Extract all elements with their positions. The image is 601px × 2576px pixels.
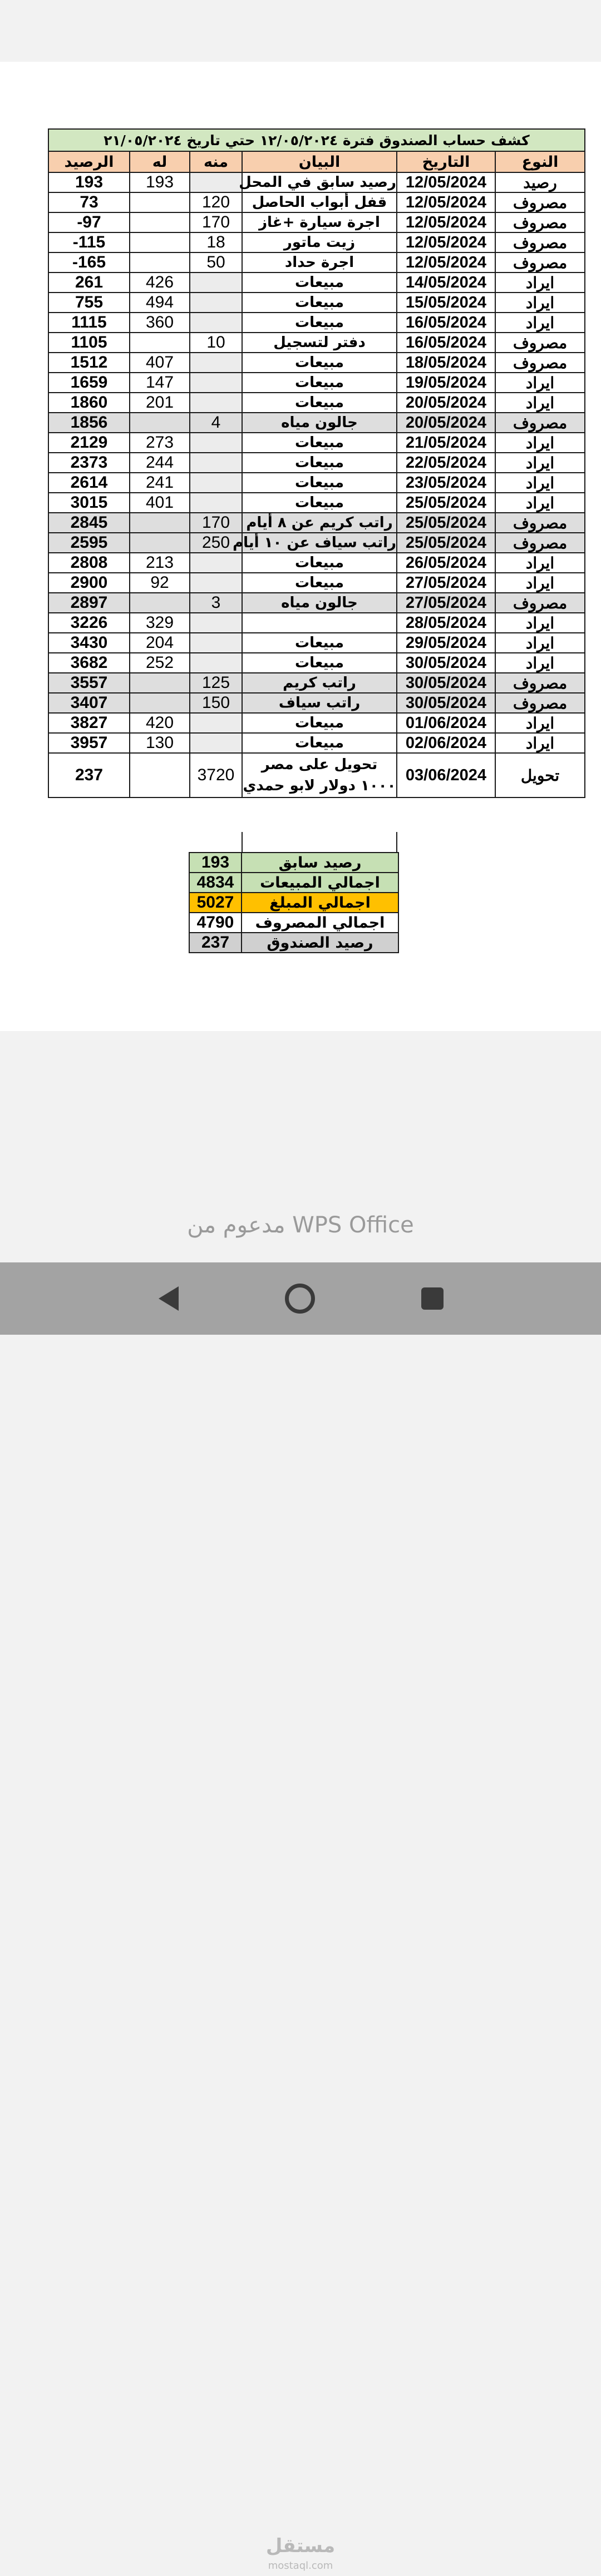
cell-credit: 273: [130, 433, 190, 453]
summary-label: اجمالي المصروف: [242, 913, 398, 933]
summary-value: 4790: [189, 913, 242, 933]
cell-date: 22/05/2024: [397, 453, 495, 473]
cell-type: ايراد: [495, 573, 585, 593]
cell-description: راتب سياف: [242, 693, 397, 713]
cell-description: مبيعات: [242, 393, 397, 413]
header-date: التاريخ: [397, 151, 495, 172]
table-row: [48, 693, 585, 713]
statement-title: كشف حساب الصندوق فترة ١٢/٠٥/٢٠٢٤ حتي تاريخ ٢١/٠٥/٢٠٢٤: [48, 129, 585, 151]
cell-date: 30/05/2024: [397, 673, 495, 693]
transfer-description-line1: تحويل على مصر: [261, 756, 378, 773]
cell-debit: 3: [190, 593, 242, 613]
cell-date: 29/05/2024: [397, 633, 495, 653]
summary-row: [189, 873, 398, 893]
cell-type: ايراد: [495, 313, 585, 333]
table-row: [48, 653, 585, 673]
table-row: [48, 533, 585, 553]
cell-type: ايراد: [495, 493, 585, 513]
cell-description: دفتر لتسجيل: [242, 333, 397, 353]
table-row: [48, 172, 585, 192]
cell-debit: [190, 393, 242, 413]
cell-balance: 1856: [48, 413, 130, 433]
statement-title-row: [48, 129, 585, 151]
cell-balance: 2595: [48, 533, 130, 553]
cell-type: ايراد: [495, 433, 585, 453]
cell-debit: [190, 573, 242, 593]
cell-balance: 1860: [48, 393, 130, 413]
cell-debit: 50: [190, 252, 242, 273]
cell-description: جالون مياه: [242, 593, 397, 613]
summary-label: رصيد سابق: [242, 853, 398, 873]
cell-debit: 120: [190, 192, 242, 212]
cell-balance: 755: [48, 293, 130, 313]
cell-date: 01/06/2024: [397, 713, 495, 733]
cell-description: [242, 613, 397, 633]
cell-credit: 407: [130, 353, 190, 373]
summary-value: 193: [189, 853, 242, 873]
cell-balance: 3827: [48, 713, 130, 733]
cell-type: ايراد: [495, 733, 585, 753]
cell-type: مصروف: [495, 673, 585, 693]
cell-date: 12/05/2024: [397, 232, 495, 252]
table-row: [48, 713, 585, 733]
cell-date: 25/05/2024: [397, 533, 495, 553]
cell-credit: [130, 673, 190, 693]
cell-type: ايراد: [495, 613, 585, 633]
cell-date: 16/05/2024: [397, 313, 495, 333]
cell-debit: 170: [190, 513, 242, 533]
home-icon: [285, 1284, 315, 1314]
cell-type: مصروف: [495, 533, 585, 553]
cell-balance: 1115: [48, 313, 130, 333]
table-row: [48, 433, 585, 453]
table-row: [48, 192, 585, 212]
cell-credit: 204: [130, 633, 190, 653]
cell-date: 02/06/2024: [397, 733, 495, 753]
cell-balance: 2129: [48, 433, 130, 453]
cell-type: ايراد: [495, 273, 585, 293]
cell-credit: [130, 333, 190, 353]
table-row: [48, 212, 585, 232]
cell-credit: 130: [130, 733, 190, 753]
summary-value: 237: [189, 933, 242, 953]
cell-date: 14/05/2024: [397, 273, 495, 293]
cell-type: ايراد: [495, 473, 585, 493]
cell-date: 15/05/2024: [397, 293, 495, 313]
cell-date: 23/05/2024: [397, 473, 495, 493]
cell-credit: [130, 593, 190, 613]
summary-row: [189, 913, 398, 933]
table-row: [48, 273, 585, 293]
watermark-arabic: مستقل: [265, 2535, 336, 2557]
cell-description: مبيعات: [242, 273, 397, 293]
nav-recent-button[interactable]: [402, 1274, 463, 1324]
cell-debit: [190, 653, 242, 673]
cell-credit: 241: [130, 473, 190, 493]
cell-debit: [190, 353, 242, 373]
cell-balance: 2614: [48, 473, 130, 493]
cell-type: مصروف: [495, 353, 585, 373]
cell-credit: [130, 192, 190, 212]
cell-balance: 1659: [48, 373, 130, 393]
cell-description: مبيعات: [242, 553, 397, 573]
cash-statement-table: [48, 128, 585, 798]
cell-description: جالون مياه: [242, 413, 397, 433]
cell-credit: 401: [130, 493, 190, 513]
cell-date: 03/06/2024: [397, 753, 495, 797]
cell-date: 30/05/2024: [397, 693, 495, 713]
back-icon: [159, 1286, 179, 1311]
cell-debit: [190, 273, 242, 293]
cell-date: 20/05/2024: [397, 393, 495, 413]
cell-type: ايراد: [495, 713, 585, 733]
cell-description: قفل أبواب الحاصل: [242, 192, 397, 212]
cell-balance: 3407: [48, 693, 130, 713]
cell-debit: [190, 493, 242, 513]
table-row: [48, 493, 585, 513]
cell-description: رصيد سابق في المحل: [242, 172, 397, 192]
summary-label: اجمالي المبيعات: [242, 873, 398, 893]
transfer-row: [48, 753, 585, 797]
cell-date: 12/05/2024: [397, 252, 495, 273]
cell-description: [242, 753, 397, 797]
cell-type: مصروف: [495, 513, 585, 533]
cell-date: 27/05/2024: [397, 593, 495, 613]
table-row: [48, 393, 585, 413]
cell-balance: 2373: [48, 453, 130, 473]
cell-balance: 3226: [48, 613, 130, 633]
cell-balance: 1105: [48, 333, 130, 353]
summary-gap-column: [242, 832, 397, 852]
cell-debit: [190, 293, 242, 313]
cell-debit: 125: [190, 673, 242, 693]
cell-date: 16/05/2024: [397, 333, 495, 353]
cell-type: مصروف: [495, 593, 585, 613]
cell-description: مبيعات: [242, 453, 397, 473]
cell-description: مبيعات: [242, 653, 397, 673]
cell-credit: 92: [130, 573, 190, 593]
cell-debit: [190, 313, 242, 333]
cell-balance: 3957: [48, 733, 130, 753]
cell-debit: [190, 713, 242, 733]
cell-date: 21/05/2024: [397, 433, 495, 453]
cell-description: مبيعات: [242, 473, 397, 493]
header-credit: له: [130, 151, 190, 172]
summary-label: رصيد الصندوق: [242, 933, 398, 953]
cell-balance: 3682: [48, 653, 130, 673]
cell-credit: 426: [130, 273, 190, 293]
cell-credit: 193: [130, 172, 190, 192]
cell-credit: 244: [130, 453, 190, 473]
cell-type: ايراد: [495, 653, 585, 673]
cell-type: مصروف: [495, 693, 585, 713]
cell-description: مبيعات: [242, 493, 397, 513]
cell-date: 28/05/2024: [397, 613, 495, 633]
table-row: [48, 313, 585, 333]
cell-balance: 261: [48, 273, 130, 293]
cell-debit: 18: [190, 232, 242, 252]
cell-description: اجرة حداد: [242, 252, 397, 273]
watermark-latin: mostaql.com: [268, 2560, 333, 2572]
table-row: [48, 593, 585, 613]
table-row: [48, 733, 585, 753]
cell-description: اجرة سيارة +غاز: [242, 212, 397, 232]
table-row: [48, 633, 585, 653]
cell-credit: [130, 252, 190, 273]
cell-debit: [190, 172, 242, 192]
cell-credit: 252: [130, 653, 190, 673]
cell-date: 26/05/2024: [397, 553, 495, 573]
cell-type: مصروف: [495, 212, 585, 232]
cell-credit: [130, 232, 190, 252]
cell-debit: [190, 633, 242, 653]
cell-type: ايراد: [495, 453, 585, 473]
cell-description: مبيعات: [242, 293, 397, 313]
cell-date: 19/05/2024: [397, 373, 495, 393]
cell-debit: [190, 453, 242, 473]
cell-type: مصروف: [495, 232, 585, 252]
table-row: [48, 333, 585, 353]
summary-value: 5027: [189, 893, 242, 913]
cell-balance: 3557: [48, 673, 130, 693]
table-row: [48, 413, 585, 433]
cell-type: مصروف: [495, 192, 585, 212]
cell-balance: 193: [48, 172, 130, 192]
cell-balance: -115: [48, 232, 130, 252]
cell-debit: 170: [190, 212, 242, 232]
wps-powered-by: مدعوم من WPS Office: [187, 1212, 414, 1238]
cell-date: 18/05/2024: [397, 353, 495, 373]
cell-type: مصروف: [495, 333, 585, 353]
cell-debit: [190, 473, 242, 493]
cell-debit: 4: [190, 413, 242, 433]
cell-debit: 250: [190, 533, 242, 553]
mostaql-watermark: [250, 2536, 351, 2576]
cell-credit: 147: [130, 373, 190, 393]
table-row: [48, 613, 585, 633]
table-row: [48, 293, 585, 313]
cell-description: راتب سياف عن ١٠ أيام: [242, 533, 397, 553]
cell-balance: 2897: [48, 593, 130, 613]
cell-date: 27/05/2024: [397, 573, 495, 593]
cell-description: راتب كريم عن ٨ أيام: [242, 513, 397, 533]
cell-type: ايراد: [495, 553, 585, 573]
cell-credit: 201: [130, 393, 190, 413]
table-row: [48, 553, 585, 573]
cell-balance: 2808: [48, 553, 130, 573]
nav-back-button[interactable]: [138, 1274, 199, 1324]
cell-credit: 420: [130, 713, 190, 733]
cell-type: ايراد: [495, 633, 585, 653]
cell-credit: 360: [130, 313, 190, 333]
cell-credit: [130, 693, 190, 713]
cell-credit: 494: [130, 293, 190, 313]
cell-date: 20/05/2024: [397, 413, 495, 433]
table-row: [48, 373, 585, 393]
cell-balance: 73: [48, 192, 130, 212]
cell-description: مبيعات: [242, 733, 397, 753]
table-row: [48, 473, 585, 493]
table-row: [48, 252, 585, 273]
cell-date: 12/05/2024: [397, 212, 495, 232]
cell-type: ايراد: [495, 373, 585, 393]
summary-label: اجمالي المبلغ: [242, 893, 398, 913]
cell-type: مصروف: [495, 252, 585, 273]
cell-balance: -97: [48, 212, 130, 232]
table-row: [48, 453, 585, 473]
table-row: [48, 232, 585, 252]
cell-date: 30/05/2024: [397, 653, 495, 673]
cell-debit: [190, 553, 242, 573]
summary-value: 4834: [189, 873, 242, 893]
cell-balance: -165: [48, 252, 130, 273]
cell-balance: 2845: [48, 513, 130, 533]
cell-description: مبيعات: [242, 573, 397, 593]
cell-type: تحويل: [495, 753, 585, 797]
cell-credit: [130, 513, 190, 533]
cell-credit: [130, 212, 190, 232]
cell-debit: [190, 613, 242, 633]
table-row: [48, 353, 585, 373]
header-balance: الرصيد: [48, 151, 130, 172]
cell-description: راتب كريم: [242, 673, 397, 693]
cell-credit: [130, 753, 190, 797]
cell-description: زيت ماتور: [242, 232, 397, 252]
cell-type: رصيد: [495, 172, 585, 192]
cell-date: 12/05/2024: [397, 172, 495, 192]
cell-debit: 10: [190, 333, 242, 353]
cell-description: مبيعات: [242, 373, 397, 393]
summary-row: [189, 933, 398, 953]
cell-balance: 1512: [48, 353, 130, 373]
recent-apps-icon: [421, 1287, 444, 1310]
cell-debit: 3720: [190, 753, 242, 797]
top-margin: [0, 0, 601, 62]
android-navigation-bar: [0, 1262, 601, 2572]
summary-row: [189, 853, 398, 873]
cell-description: مبيعات: [242, 713, 397, 733]
cell-date: 25/05/2024: [397, 493, 495, 513]
table-row: [48, 573, 585, 593]
cell-debit: [190, 433, 242, 453]
table-row: [48, 673, 585, 693]
cell-balance: 3015: [48, 493, 130, 513]
cell-description: مبيعات: [242, 633, 397, 653]
cell-date: 25/05/2024: [397, 513, 495, 533]
cell-credit: [130, 413, 190, 433]
cell-credit: 329: [130, 613, 190, 633]
cell-debit: 150: [190, 693, 242, 713]
summary-table: [189, 852, 399, 953]
cell-credit: 213: [130, 553, 190, 573]
nav-home-button[interactable]: [269, 1274, 331, 1324]
cell-credit: [130, 533, 190, 553]
cell-description: مبيعات: [242, 313, 397, 333]
cell-description: مبيعات: [242, 353, 397, 373]
header-type: النوع: [495, 151, 585, 172]
cell-balance: 237: [48, 753, 130, 797]
transfer-description-line2: ١٠٠٠ دولار لابو حمدي: [243, 777, 396, 794]
cell-balance: 3430: [48, 633, 130, 653]
cell-balance: 2900: [48, 573, 130, 593]
cell-type: ايراد: [495, 293, 585, 313]
header-description: البيان: [242, 151, 397, 172]
cell-type: ايراد: [495, 393, 585, 413]
cell-debit: [190, 373, 242, 393]
header-row: [48, 151, 585, 172]
cell-description: مبيعات: [242, 433, 397, 453]
cell-type: مصروف: [495, 413, 585, 433]
cell-debit: [190, 733, 242, 753]
summary-row: [189, 893, 398, 913]
header-debit: منه: [190, 151, 242, 172]
table-row: [48, 513, 585, 533]
cell-date: 12/05/2024: [397, 192, 495, 212]
